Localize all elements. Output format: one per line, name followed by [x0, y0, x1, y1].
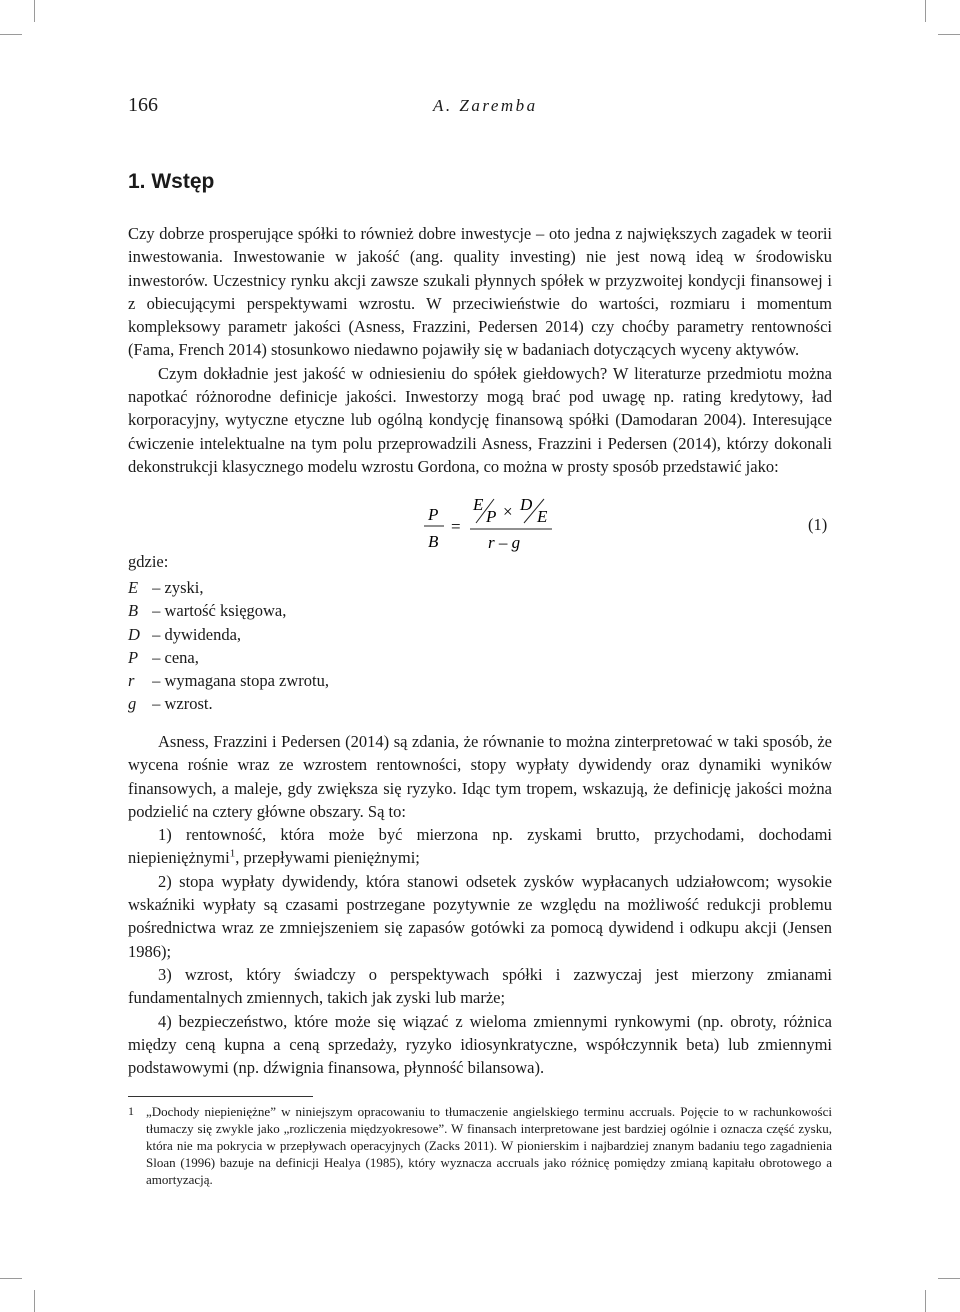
definition-item	[128, 599, 329, 622]
definitions-label: gdzie:	[128, 552, 169, 571]
formula-svg	[420, 495, 620, 555]
definition-symbol: E	[128, 578, 139, 597]
formula-lhs-numerator: P	[428, 505, 439, 524]
page-number: 166	[128, 94, 158, 116]
definition-text: – cena,	[152, 647, 199, 667]
crop-mark-top-right-v	[925, 0, 926, 22]
footnote-ref: 1	[229, 847, 236, 860]
definition-symbol: B	[128, 601, 139, 621]
section-title: 1. Wstęp	[128, 170, 215, 193]
definition-item	[128, 576, 329, 599]
formula-de-top: D	[520, 495, 533, 514]
quality-area-item: 2) stopa wypłaty dywidendy, która stanowi odsetek zysków wypłacanych udziałowcom; wysokie wskaźniki wypłaty są czasami postrzegane pozytywnie ze względu na możliwość redukcji problemu pośrednictwa wraz ze zmniejszeniem się zapasów gotówki za pomocą dywidend i odkupu akcji (Jensen 1986);	[128, 871, 832, 961]
crop-mark-bottom-right-h	[938, 1278, 960, 1279]
quality-areas-section	[128, 730, 832, 1079]
quality-area-item	[128, 823, 832, 870]
definition-symbol: D	[128, 624, 140, 644]
paragraph: Asness, Frazzini i Pedersen (2014) są zdania, że równanie to można zinterpretować w taki sposób, że wycena rośnie wraz ze wzrostem rentowności, stopy wypłaty dywidendy oraz dynamiki wyników finansowych, a maleje, gdy zwiększa się ryzyko. Idąc tym tropem, wskazują, że definicję jakości można podzielić na cztery główne obszary. Są to:	[128, 732, 832, 821]
crop-mark-top-right-h	[938, 34, 960, 35]
definition-item	[128, 623, 329, 646]
formula-ep-bottom: P	[486, 507, 497, 526]
formula-rhs-denominator: r – g	[488, 533, 521, 552]
formula-equals: =	[451, 517, 461, 536]
running-head: A. Zaremba	[433, 96, 538, 115]
quality-area-item: 4) bezpieczeństwo, które może się wiązać z wieloma zmiennymi rynkowymi (np. obroty, różnica między ceną kupna a ceną sprzedaży, ryzyko idiosynkratyczne, współczynnik beta) lub zmiennymi podstawowymi (np. dźwignia finansowa, płynność bilansowa).	[128, 1011, 832, 1078]
gordon-model-formula	[420, 495, 620, 555]
formula-ep-top: E	[473, 495, 484, 514]
paragraph: Czy dobrze prosperujące spółki to również dobre inwestycje – oto jedna z największych zagadek w teorii inwestowania. Inwestowanie w jakość (ang. quality investing) nie jest nową ideą w środowisku inwestorów. Uczestnicy rynku akcji zawsze szukali płynnych spółek w przyzwoitej kondycji finansowej i z obiecującymi perspektywami wzrostu. W przeciwieństwie do wartości, rozmiaru i momentum kompleksowy parametr jakości (Asness, Frazzini, Pedersen 2014) czy choćby parametry rentowności (Fama, French 2014) stosunkowo niedawno pojawiły się w badaniach dotyczących wyceny aktywów.	[128, 224, 832, 360]
definitions-list	[128, 576, 329, 716]
definition-symbol: r	[128, 671, 135, 691]
definition-item	[128, 646, 329, 669]
formula-times: ×	[503, 502, 513, 521]
quality-area-text: 1) rentowność, która może być mierzona np. zyskami brutto, przychodami, dochodami niepieniężnymi	[128, 825, 832, 868]
definition-text: – dywidenda,	[152, 624, 242, 644]
intro-paragraphs	[128, 222, 832, 478]
definition-item	[128, 669, 329, 692]
footnote	[128, 1103, 832, 1188]
formula-lhs-denominator: B	[428, 532, 439, 551]
definition-item	[128, 692, 329, 715]
footnote-mark: 1	[128, 1104, 134, 1118]
equation-number: (1)	[808, 515, 828, 534]
crop-mark-bottom-left-v	[34, 1290, 35, 1312]
footnote-text: „Dochody niepieniężne” w niniejszym opracowaniu to tłumaczenie angielskiego terminu accruals. Pojęcie to w rachunkowości tłumaczy się zwykle jako „rozliczenia międzyokresowe”. W finansach interpretowane jest bardziej ogólnie i oznacza część zysku, która nie ma pokrycia w przepływach operacyjnych (Zacks 2011). W pionierskim i najbardziej znanym badaniu tego zagadnienia Sloan (1996) bazuje na definicji Healya (1985), który wyznacza accruals jako różnicę pomiędzy zmianą kapitału obrotowego a amortyzacją.	[146, 1104, 832, 1187]
definition-text: – wartość księgowa,	[152, 601, 287, 621]
footnote-separator	[128, 1096, 313, 1097]
formula-de-bottom: E	[537, 507, 548, 526]
crop-mark-top-left-v	[34, 0, 35, 22]
definition-symbol: g	[128, 694, 137, 714]
definition-symbol: P	[128, 647, 139, 667]
definition-text: – wymagana stopa zwrotu,	[152, 671, 329, 691]
crop-mark-bottom-left-h	[0, 1278, 22, 1279]
crop-mark-bottom-right-v	[925, 1290, 926, 1312]
page-header	[128, 94, 832, 124]
definition-text: – zyski,	[152, 578, 204, 597]
definition-text: – wzrost.	[152, 694, 213, 714]
paragraph: Czym dokładnie jest jakość w odniesieniu do spółek giełdowych? W literaturze przedmiotu można napotkać różnorodne definicje jakości. Inwestorzy mogą brać pod uwagę np. rating kredytowy, ład korporacyjny, wytyczne etyczne lub ogólną kondycję finansową spółki (Damodaran 2004). Interesujące ćwiczenie intelektualne na tym polu przeprowadzili Asness, Frazzini i Pedersen (2014), którzy dokonali dekonstrukcji klasycznego modelu wzrostu Gordona, co można w prosty sposób przedstawić jako:	[128, 363, 832, 476]
crop-mark-top-left-h	[0, 34, 22, 35]
quality-area-item: 3) wzrost, który świadczy o perspektywach spółki i zazwyczaj jest mierzony zmianami fundamentalnych zmiennych, takich jak zyski lub marże;	[128, 964, 832, 1008]
quality-area-text: , przepływami pieniężnymi;	[235, 848, 420, 868]
